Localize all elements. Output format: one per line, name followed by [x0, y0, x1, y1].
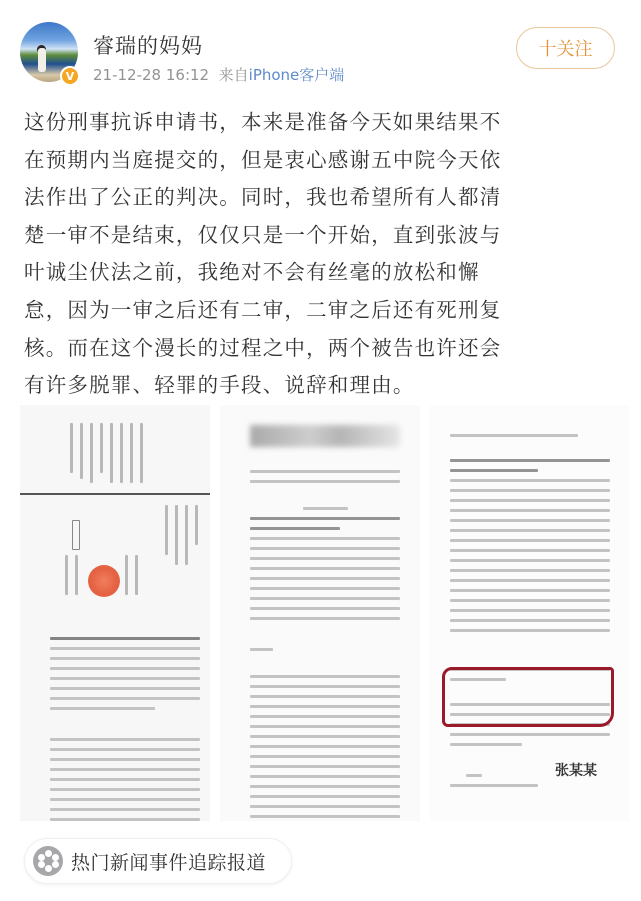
topic-flower-icon [33, 846, 63, 876]
text-column [165, 505, 168, 555]
text-column [175, 505, 178, 565]
text-block [50, 630, 200, 821]
text-column [140, 423, 143, 483]
post-body [24, 104, 624, 405]
source-device[interactable]: iPhone客户端 [248, 66, 345, 84]
text-block [450, 427, 610, 794]
source-prefix: 来自 [218, 66, 249, 84]
text-column [90, 423, 93, 483]
verified-icon: V [60, 66, 80, 86]
post-text-line: 怠，因为一审之后还有二审，二审之后还有死刑复 [24, 297, 502, 322]
page-divider [20, 493, 210, 495]
blurred-title [250, 425, 400, 447]
topic-tag[interactable] [24, 838, 292, 884]
text-block [250, 463, 400, 821]
text-column [185, 505, 188, 565]
text-column [130, 423, 133, 483]
signature: 张某某 [555, 763, 597, 779]
follow-button[interactable]: 十关注 [516, 27, 615, 69]
document-image-3[interactable] [430, 405, 630, 821]
post-text-line: 在预期内当庭提交的，但是衷心感谢五中院今天依 [24, 147, 502, 172]
post-text-line: 这份刑事抗诉申请书，本来是准备今天如果结果不 [24, 110, 502, 134]
image-grid [0, 405, 641, 825]
post-text-line: 叶诚尘伏法之前，我绝对不会有丝毫的放松和懈 [24, 260, 480, 285]
post-meta [93, 64, 344, 85]
text-column [125, 555, 128, 595]
red-seal [88, 565, 120, 597]
text-column [65, 555, 68, 595]
post-timestamp: 21-12-28 16:12 [93, 66, 210, 84]
text-column [70, 423, 73, 473]
text-column [80, 423, 83, 479]
topic-label: 热门新闻事件追踪报道 [71, 851, 267, 874]
seal-label [72, 520, 80, 550]
text-column [195, 505, 198, 545]
post-text-line: 核。而在这个漫长的过程之中，两个被告也许还会 [24, 335, 502, 360]
post-text-line: 法作出了公正的判决。同时，我也希望所有人都清 [24, 185, 502, 210]
post-text-line: 楚一审不是结束，仅仅只是一个开始，直到张波与 [24, 222, 502, 247]
document-image-2[interactable] [220, 405, 420, 821]
text-column [75, 555, 78, 595]
red-circle-annotation [442, 667, 614, 727]
text-column [135, 555, 138, 595]
post-text-line: 有许多脱罪、轻罪的手段、说辞和理由。 [24, 373, 415, 398]
post-header [0, 0, 641, 100]
text-column [100, 423, 103, 473]
document-image-1[interactable] [20, 405, 210, 821]
text-column [110, 423, 113, 483]
text-column [120, 423, 123, 483]
author-name[interactable]: 睿瑞的妈妈 [93, 34, 203, 58]
avatar-figure [38, 48, 46, 72]
